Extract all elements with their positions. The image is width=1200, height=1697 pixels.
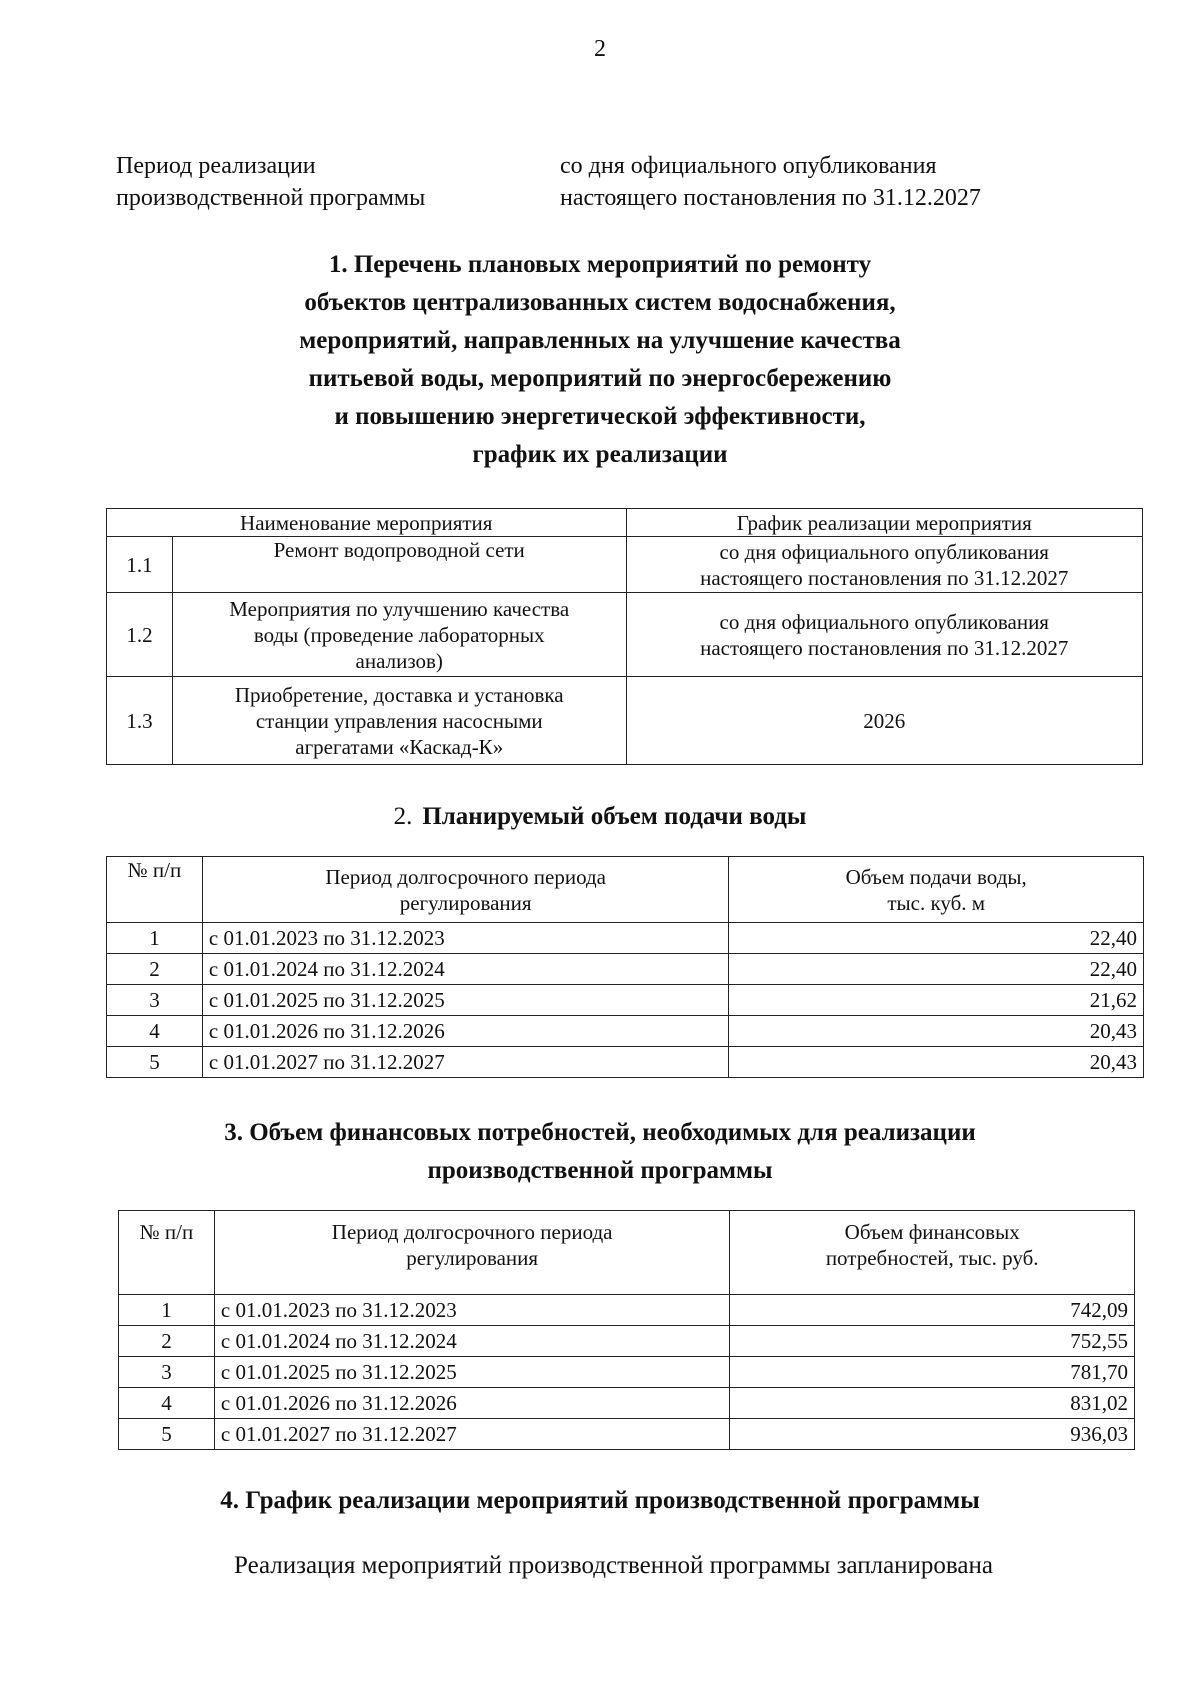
section1-title-line: и повышению энергетической эффективности, [334, 403, 866, 430]
row-value: 742,09 [730, 1295, 1135, 1326]
row-number: 1 [119, 1295, 215, 1326]
row-number: 3 [119, 1357, 215, 1388]
section3-title [0, 1114, 1200, 1190]
row-value: 22,40 [729, 923, 1144, 954]
table-row [119, 1419, 1135, 1450]
column-header [214, 1211, 729, 1295]
section4-title: 4. График реализации мероприятий производственной программы [220, 1487, 980, 1514]
measure-name [172, 537, 626, 593]
table-header-row [107, 857, 1144, 923]
column-header-line: Объем подачи воды, [845, 864, 1027, 889]
column-header [730, 1211, 1135, 1295]
row-period: с 01.01.2026 по 31.12.2026 [214, 1388, 729, 1419]
period-value-line: настоящего постановления по 31.12.2027 [560, 185, 981, 211]
table-header-row [119, 1211, 1135, 1295]
period-label-line: Период реализации [116, 153, 316, 179]
row-period: с 01.01.2024 по 31.12.2024 [202, 954, 729, 985]
measure-schedule [626, 677, 1142, 765]
section3-title-line: 3. Объем финансовых потребностей, необходимых для реализации [224, 1119, 976, 1146]
measure-name-line: анализов) [355, 648, 443, 673]
period-label [116, 150, 536, 214]
section2-title [0, 798, 1200, 836]
measure-name-line: Ремонт водопроводной сети [273, 538, 525, 562]
row-period: с 01.01.2025 по 31.12.2025 [202, 985, 729, 1016]
row-period: с 01.01.2023 по 31.12.2023 [202, 923, 729, 954]
table-row [107, 677, 1143, 765]
table-row [119, 1326, 1135, 1357]
section4-text: Реализация мероприятий производственной программы запланирована [234, 1552, 993, 1579]
row-value: 752,55 [730, 1326, 1135, 1357]
row-number: 3 [107, 985, 203, 1016]
row-number: 1.2 [107, 593, 173, 677]
measure-schedule-line: со дня официального опубликования [719, 609, 1049, 634]
table-row [107, 954, 1144, 985]
section3-title-line: производственной программы [427, 1157, 773, 1184]
table-row [107, 1047, 1144, 1078]
table-row [107, 923, 1144, 954]
row-value: 21,62 [729, 985, 1144, 1016]
measure-name-line: Мероприятия по улучшению качества [229, 596, 570, 621]
measure-schedule-line: настоящего постановления по 31.12.2027 [700, 635, 1069, 660]
row-number: 1.1 [107, 537, 173, 593]
column-header: График реализации мероприятия [626, 509, 1142, 537]
page-number: 2 [594, 36, 606, 62]
column-header [729, 857, 1144, 923]
column-header: Наименование мероприятия [107, 509, 627, 537]
table-row [107, 1016, 1144, 1047]
row-number: 5 [119, 1419, 215, 1450]
column-header [202, 857, 729, 923]
column-header-line: Объем финансовых [844, 1220, 1020, 1244]
row-number: 1 [107, 923, 203, 954]
row-number: 4 [107, 1016, 203, 1047]
measure-name [172, 677, 626, 765]
measure-schedule-line: со дня официального опубликования [719, 539, 1049, 564]
row-period: с 01.01.2023 по 31.12.2023 [214, 1295, 729, 1326]
measure-name [172, 593, 626, 677]
column-header-line: потребностей, тыс. руб. [825, 1246, 1039, 1270]
financial-needs-table [118, 1210, 1135, 1450]
row-value: 936,03 [730, 1419, 1135, 1450]
table-row [107, 537, 1143, 593]
column-header-line: Период долгосрочного периода [325, 864, 606, 889]
measure-schedule-line: 2026 [863, 708, 906, 733]
row-period: с 01.01.2027 по 31.12.2027 [214, 1419, 729, 1450]
row-number: 1.3 [107, 677, 173, 765]
column-header-line: Период долгосрочного периода [331, 1220, 613, 1244]
section2-number: 2. [393, 803, 413, 830]
row-period: с 01.01.2027 по 31.12.2027 [202, 1047, 729, 1078]
period-value [560, 150, 1080, 214]
table-row [119, 1295, 1135, 1326]
table-row [119, 1388, 1135, 1419]
row-period: с 01.01.2026 по 31.12.2026 [202, 1016, 729, 1047]
section1-title-line: объектов централизованных систем водоснабжения, [304, 289, 896, 316]
measure-name-line: воды (проведение лабораторных [253, 622, 545, 647]
row-value: 20,43 [729, 1047, 1144, 1078]
column-header-line: тыс. куб. м [887, 890, 986, 915]
measure-name-line: Приобретение, доставка и установка [234, 682, 564, 707]
measure-name-line: агрегатами «Каскад-К» [295, 734, 504, 759]
measure-schedule-line: настоящего постановления по 31.12.2027 [700, 565, 1069, 590]
row-period: с 01.01.2025 по 31.12.2025 [214, 1357, 729, 1388]
column-header-line: регулирования [406, 1246, 539, 1270]
row-number: 5 [107, 1047, 203, 1078]
row-value: 781,70 [730, 1357, 1135, 1388]
table-row [107, 593, 1143, 677]
period-value-line: со дня официального опубликования [560, 153, 937, 179]
table-row [119, 1357, 1135, 1388]
section2-title-text: Планируемый объем подачи воды [422, 803, 807, 830]
row-value: 831,02 [730, 1388, 1135, 1419]
row-value: 22,40 [729, 954, 1144, 985]
section1-title [0, 246, 1200, 474]
row-number: 4 [119, 1388, 215, 1419]
measure-schedule [626, 537, 1142, 593]
water-supply-table [106, 856, 1144, 1078]
section1-title-line: 1. Перечень плановых мероприятий по ремонту [328, 251, 872, 278]
table-row [107, 985, 1144, 1016]
row-period: с 01.01.2024 по 31.12.2024 [214, 1326, 729, 1357]
table-header-row [107, 509, 1143, 537]
column-header: № п/п [107, 857, 203, 923]
column-header: № п/п [119, 1211, 215, 1295]
period-label-line: производственной программы [116, 185, 426, 211]
measure-name-line: станции управления насосными [255, 708, 543, 733]
row-number: 2 [107, 954, 203, 985]
section1-title-line: график их реализации [472, 441, 728, 468]
measure-schedule [626, 593, 1142, 677]
section1-title-line: питьевой воды, мероприятий по энергосбережению [308, 365, 892, 392]
row-value: 20,43 [729, 1016, 1144, 1047]
row-number: 2 [119, 1326, 215, 1357]
column-header-line: регулирования [399, 890, 532, 915]
section1-title-line: мероприятий, направленных на улучшение качества [299, 327, 901, 354]
measures-table [106, 508, 1143, 765]
